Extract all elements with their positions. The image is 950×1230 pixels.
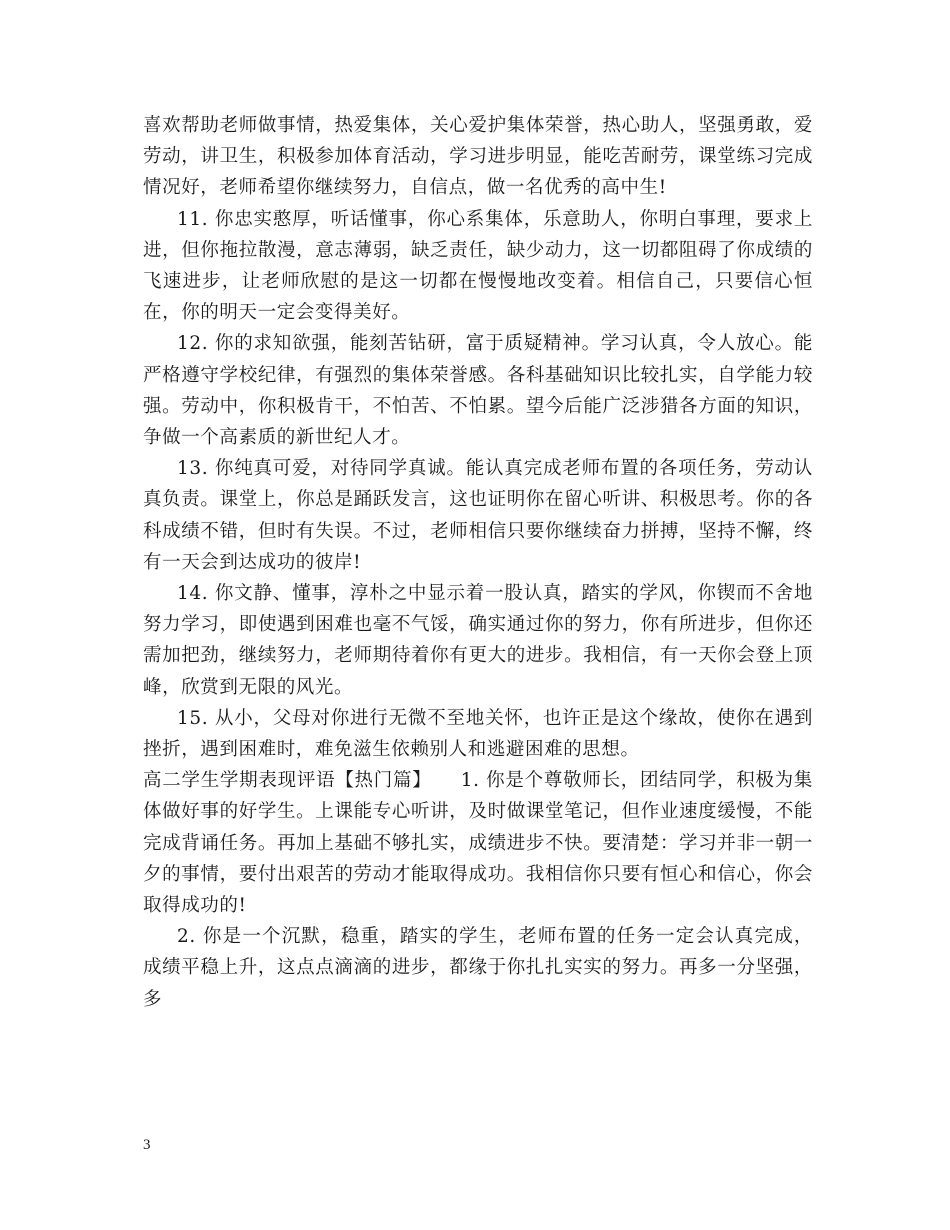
- paragraph-section-heading-comment-1: 高二学生学期表现评语【热门篇】 1. 你是个尊敬师长，团结同学，积极为集体做好事的好学生。上课能专心听讲，及时做课堂笔记，但作业速度缓慢，不能完成背诵任务。再加上基础不够扎实，成绩进步不快。要清楚：学习并非一朝一夕的事情，要付出艰苦的劳动才能取得成功。我相信你只要有恒心和信心，你会取得成功的!: [143, 770, 813, 917]
- page-number: 3: [143, 1137, 151, 1153]
- paragraph-comment-12: 12. 你的求知欲强，能刻苦钻研，富于质疑精神。学习认真，令人放心。能严格遵守学校纪律，有强烈的集体荣誉感。各科基础知识比较扎实，自学能力较强。劳动中，你积极肯干，不怕苦、不怕累。望今后能广泛涉猎各方面的知识，争做一个高素质的新世纪人才。: [143, 333, 813, 449]
- document-body: [143, 110, 813, 1015]
- paragraph-comment-13: 13. 你纯真可爱，对待同学真诚。能认真完成老师布置的各项任务，劳动认真负责。课堂上，你总是踊跃发言，这也证明你在留心听讲、积极思考。你的各科成绩不错，但时有失误。不过，老师相信只要你继续奋力拼搏，坚持不懈，终有一天会到达成功的彼岸!: [143, 458, 813, 573]
- paragraph-comment-2: 2. 你是一个沉默，稳重，踏实的学生，老师布置的任务一定会认真完成，成绩平稳上升，这点点滴滴的进步，都缘于你扎扎实实的努力。再多一分坚强，多: [143, 926, 813, 1010]
- paragraph-comment-15: 15. 从小，父母对你进行无微不至地关怀，也许正是这个缘故，使你在遇到挫折，遇到困难时，难免滋生依赖别人和逃避困难的思想。: [143, 707, 813, 761]
- paragraph-continuation: 喜欢帮助老师做事情，热爱集体，关心爱护集体荣誉，热心助人，坚强勇敢，爱劳动，讲卫生，积极参加体育活动，学习进步明显，能吃苦耐劳，课堂练习完成情况好，老师希望你继续努力，自信点，做一名优秀的高中生!: [143, 115, 813, 199]
- paragraph-comment-14: 14. 你文静、懂事，淳朴之中显示着一股认真，踏实的学风，你锲而不舍地努力学习，即使遇到困难也毫不气馁，确实通过你的努力，你有所进步，但你还需加把劲，继续努力，老师期待着你有更大的进步。我相信，有一天你会登上顶峰，欣赏到无限的风光。: [143, 583, 813, 698]
- paragraph-comment-11: 11. 你忠实憨厚，听话懂事，你心系集体，乐意助人，你明白事理，要求上进，但你拖拉散漫，意志薄弱，缺乏责任，缺少动力，这一切都阻碍了你成绩的飞速进步，让老师欣慰的是这一切都在慢慢地改变着。相信自己，只要信心恒在，你的明天一定会变得美好。: [143, 208, 813, 324]
